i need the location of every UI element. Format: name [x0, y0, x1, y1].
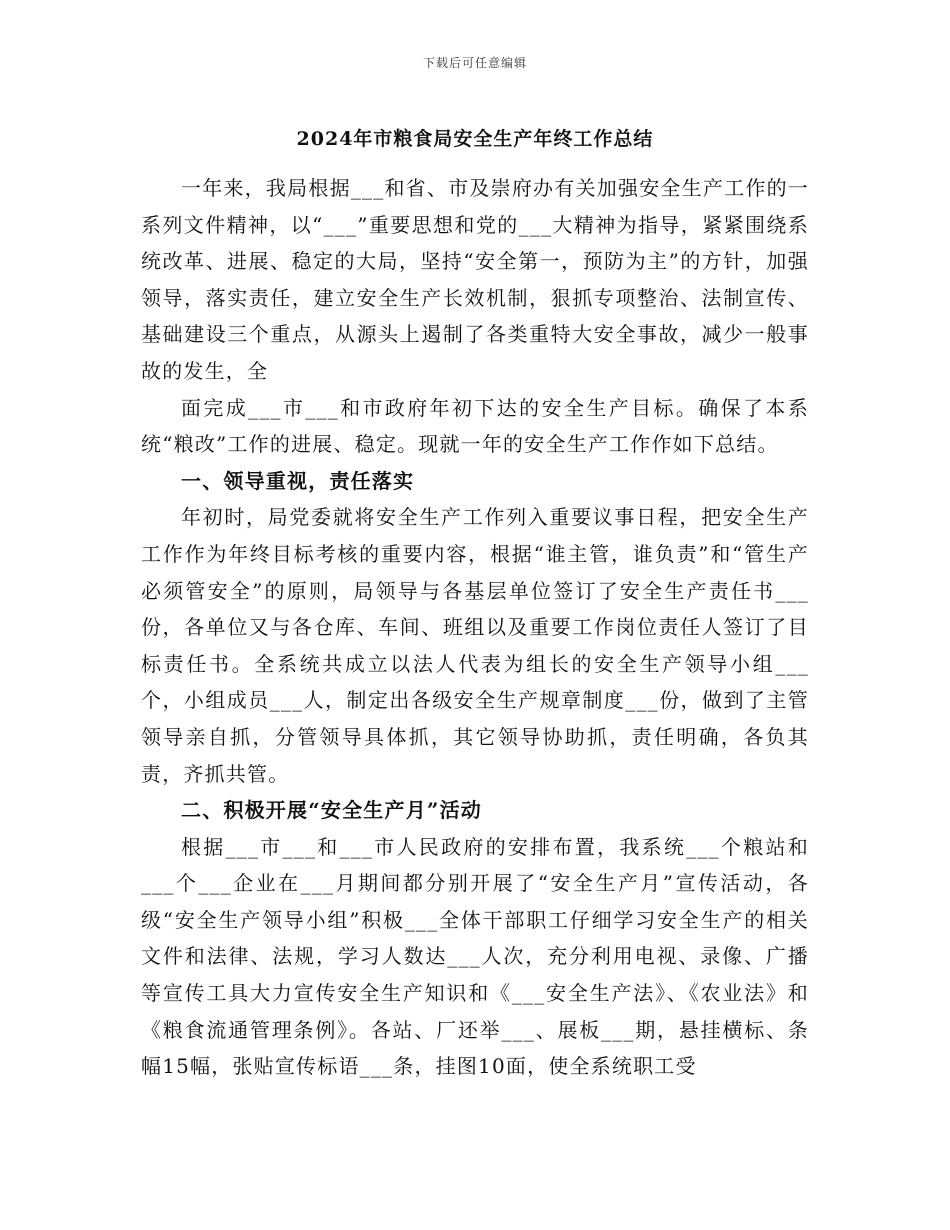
header-note: 下载后可任意编辑	[422, 56, 527, 70]
section-text-2: 根据___市___和___市人民政府的安排布置，我系统___个粮站和___个___企业在___月期间都分别开展了“安全生产月”宣传活动，各级“安全生产领导小组”积极___全体干部职工仔细学习安全生产的相关文件和法律、法规，学习人数达___人次，充分利用电视、录像、广播等宣传工具大力宣传安全生产知识和《___安全生产法》、《农业法》和《粮食流通管理条例》。各站、厂还举___、展板___期，悬挂横标、条幅15幅，张贴宣传标语___条，挂图10面，使全系统职工受	[141, 834, 809, 1079]
section-heading-2: 二、积极开展“安全生产月”活动	[181, 798, 483, 823]
intro-paragraph-2: 面完成___市___和市政府年初下达的安全生产目标。确保了本系统“粮改”工作的进展、稳定。现就一年的安全生产工作作如下总结。	[141, 395, 809, 457]
section-text-1: 年初时，局党委就将安全生产工作列入重要议事日程，把安全生产工作作为年终目标考核的重要内容，根据“谁主管，谁负责”和“管生产必须管安全”的原则，局领导与各基层单位签订了安全生产责任书___份，各单位又与各仓库、车间、班组以及重要工作岗位责任人签订了目标责任书。全系统共成立以法人代表为组长的安全生产领导小组___个，小组成员___人，制定出各级安全生产规章制度___份，做到了主管领导亲自抓，分管领导具体抓，其它领导协助抓，责任明确，各负其责，齐抓共管。	[141, 505, 809, 786]
document-title: 2024年市粮食局安全生产年终工作总结	[296, 128, 654, 150]
section-heading-1: 一、领导重视，责任落实	[181, 468, 415, 493]
document-body	[141, 170, 809, 1085]
intro-paragraph-1: 一年来，我局根据___和省、市及崇府办有关加强安全生产工作的一系列文件精神，以“___”重要思想和党的___大精神为指导，紧紧围绕系统改革、进展、稳定的大局，坚持“安全第一，预防为主”的方针，加强领导，落实责任，建立安全生产长效机制，狠抓专项整治、法制宣传、基础建设三个重点，从源头上遏制了各类重特大安全事故，减少一般事故的发生，全	[141, 176, 809, 383]
